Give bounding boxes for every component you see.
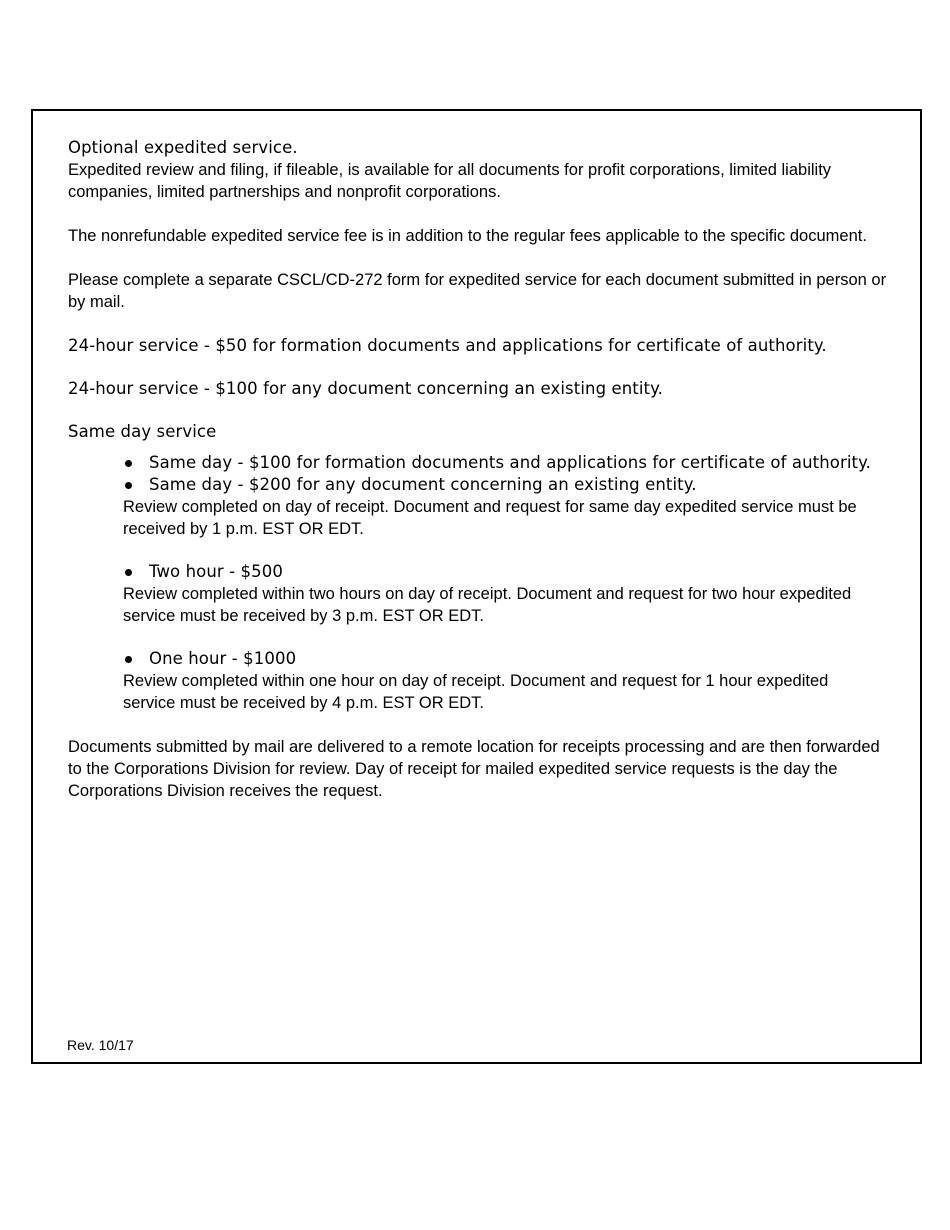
one-hour-block [123,648,883,714]
same-day-title: Same day service [68,422,217,441]
one-hour-label: One hour - $1000 [149,649,297,668]
same-day-list [123,452,883,496]
list-item [123,648,883,670]
service-24-formation: 24-hour service - $50 for formation documents and applications for certificate of authority. [68,336,827,355]
bullet-icon [125,460,132,467]
same-day-item-formation: Same day - $100 for formation documents and applications for certificate of authority. [149,453,871,472]
section-heading: Optional expedited service. [68,138,298,157]
form-paragraph: Please complete a separate CSCL/CD-272 form for expedited service for each document submitted in person or by mail. [68,271,887,311]
mail-paragraph: Documents submitted by mail are delivered to a remote location for receipts processing and are then forwarded to the Corporations Division for review. Day of receipt for mailed expedited service requests is the day the Corporations Division receives the request. [68,738,880,800]
bullet-icon [125,482,132,489]
same-day-note: Review completed on day of receipt. Document and request for same day expedited service must be received by 1 p.m. EST OR EDT. [123,498,857,538]
fee-paragraph: The nonrefundable expedited service fee is in addition to the regular fees applicable to the specific document. [68,227,867,245]
list-item [123,474,883,496]
same-day-item-existing: Same day - $200 for any document concerning an existing entity. [149,475,697,494]
intro-paragraph: Expedited review and filing, if fileable, is available for all documents for profit corporations, limited liability companies, limited partnerships and nonprofit corporations. [68,161,832,201]
two-hour-note: Review completed within two hours on day of receipt. Document and request for two hour expedited service must be received by 3 p.m. EST OR EDT. [123,585,852,625]
list-item [123,561,883,583]
two-hour-label: Two hour - $500 [149,562,283,581]
bullet-icon [125,569,132,576]
service-24-existing: 24-hour service - $100 for any document concerning an existing entity. [68,379,663,398]
two-hour-block [123,561,883,627]
one-hour-note: Review completed within one hour on day of receipt. Document and request for 1 hour expedited service must be received by 4 p.m. EST OR EDT. [123,672,829,712]
list-item [123,452,883,474]
expedited-service-section [68,137,888,802]
bullet-icon [125,656,132,663]
revision-label: Rev. 10/17 [67,1037,134,1053]
